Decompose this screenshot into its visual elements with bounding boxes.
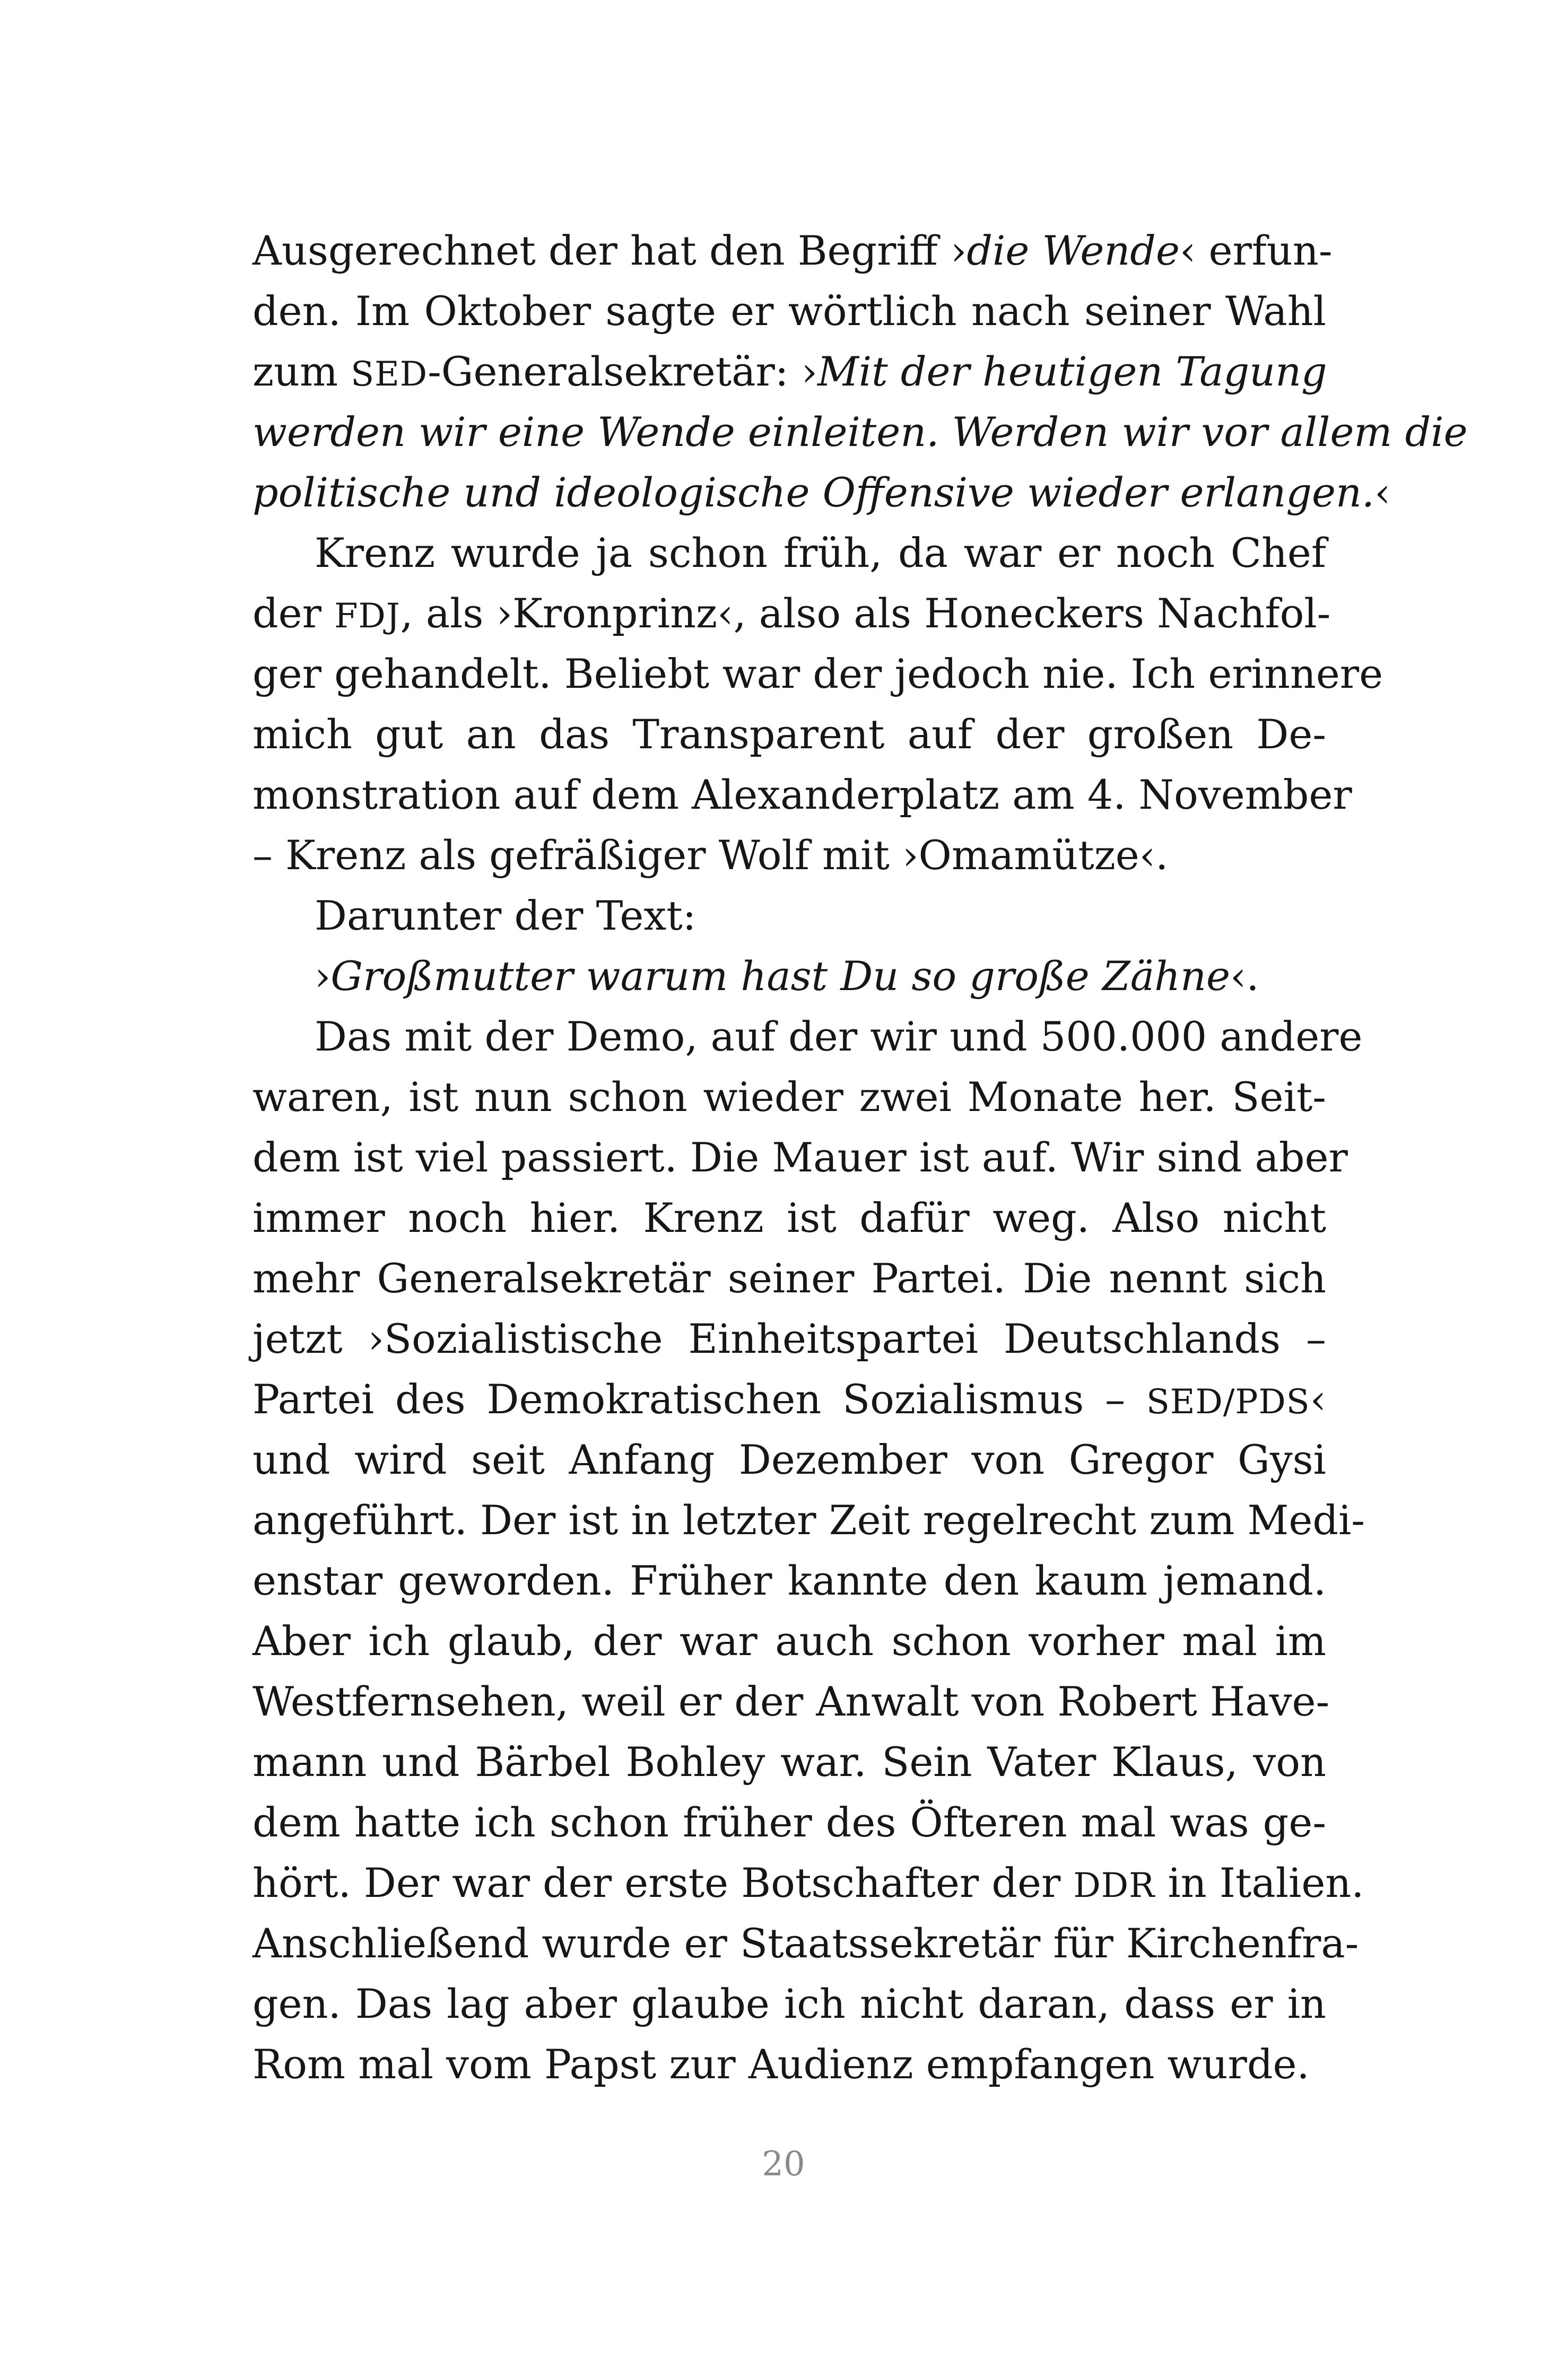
text-line: Rom mal vom Papst zur Audienz empfangen wurde. [253,2041,1310,2088]
italic-text: Mit der heutigen Tagung [817,348,1327,395]
text-line: immer noch hier. Krenz ist dafür weg. Also nicht [253,1194,1326,1241]
italic-text: werden wir eine Wende einleiten. Werden wir vor allem die [253,408,1468,456]
text-line: – Krenz als gefräßiger Wolf mit ›Omamütze‹. [253,832,1169,879]
text-line: dem hatte ich schon früher des Öfteren mal was ge- [253,1799,1326,1846]
text-line: gen. Das lag aber glaube ich nicht daran, dass er in [253,1980,1326,2027]
text-line: waren, ist nun schon wieder zwei Monate her. Seit- [253,1073,1326,1121]
text-line: den. Im Oktober sagte er wörtlich nach seiner Wahl [253,287,1326,335]
text-line: Aber ich glaub, der war auch schon vorher mal im [253,1617,1326,1665]
text-line: jetzt ›Sozialistische Einheitspartei Deutschlands – [253,1315,1326,1362]
italic-text: politische und ideologische Offensive wieder erlangen. [253,469,1375,516]
text-line: angeführt. Der ist in letzter Zeit regelrecht zum Medi- [253,1497,1365,1544]
italic-text: Großmutter warum hast Du so große Zähne [330,952,1230,1000]
text-line [253,402,1468,462]
italic-text: die Wende [967,227,1180,274]
text-line: politische und ideologische Offensive wieder erlangen.‹ [253,469,1391,516]
small-caps-text: SED/PDS [1146,1382,1310,1422]
page-number: 20 [762,2145,805,2184]
text-line: ger gehandelt. Beliebt war der jedoch nie. Ich erinnere [253,650,1383,697]
text-line: Westfernsehen, weil er der Anwalt von Robert Have- [253,1678,1330,1725]
text-line: und wird seit Anfang Dezember von Gregor Gysi [253,1436,1326,1483]
text-line: mich gut an das Transparent auf der großen De- [253,711,1326,758]
text-line: monstration auf dem Alexanderplatz am 4. November [253,771,1352,818]
text-line: mann und Bärbel Bohley war. Sein Vater Klaus, von [253,1738,1326,1786]
small-caps-text: SED [351,355,428,394]
text-line: mehr Generalsekretär seiner Partei. Die nennt sich [253,1255,1326,1302]
text-line: zum SED-Generalsekretär: ›Mit der heutigen Tagung [253,348,1327,395]
text-line: Krenz wurde ja schon früh, da war er noch Chef [315,529,1326,576]
body-text [253,221,1468,2095]
text-line: Anschließend wurde er Staatssekretär für Kirchenfra- [253,1920,1359,1967]
text-line: ›Großmutter warum hast Du so große Zähne‹. [315,952,1259,1000]
small-caps-text: FDJ [334,597,401,636]
small-caps-text: DDR [1073,1866,1155,1905]
text-line: Darunter der Text: [315,892,697,939]
text-line: Partei des Demokratischen Sozialismus – SED/PDS‹ [253,1376,1326,1423]
text-line: der FDJ, als ›Kronprinz‹, also als Honeckers Nachfol- [253,590,1331,637]
text-line: Das mit der Demo, auf der wir und 500.000 andere [315,1013,1363,1060]
text-line: dem ist viel passiert. Die Mauer ist auf. Wir sind aber [253,1134,1348,1181]
text-line: enstar geworden. Früher kannte den kaum jemand. [253,1557,1326,1604]
text-line: Ausgerechnet der hat den Begriff ›die Wende‹ erfun- [253,227,1333,274]
text-line: hört. Der war der erste Botschafter der DDR in Italien. [253,1859,1364,1906]
